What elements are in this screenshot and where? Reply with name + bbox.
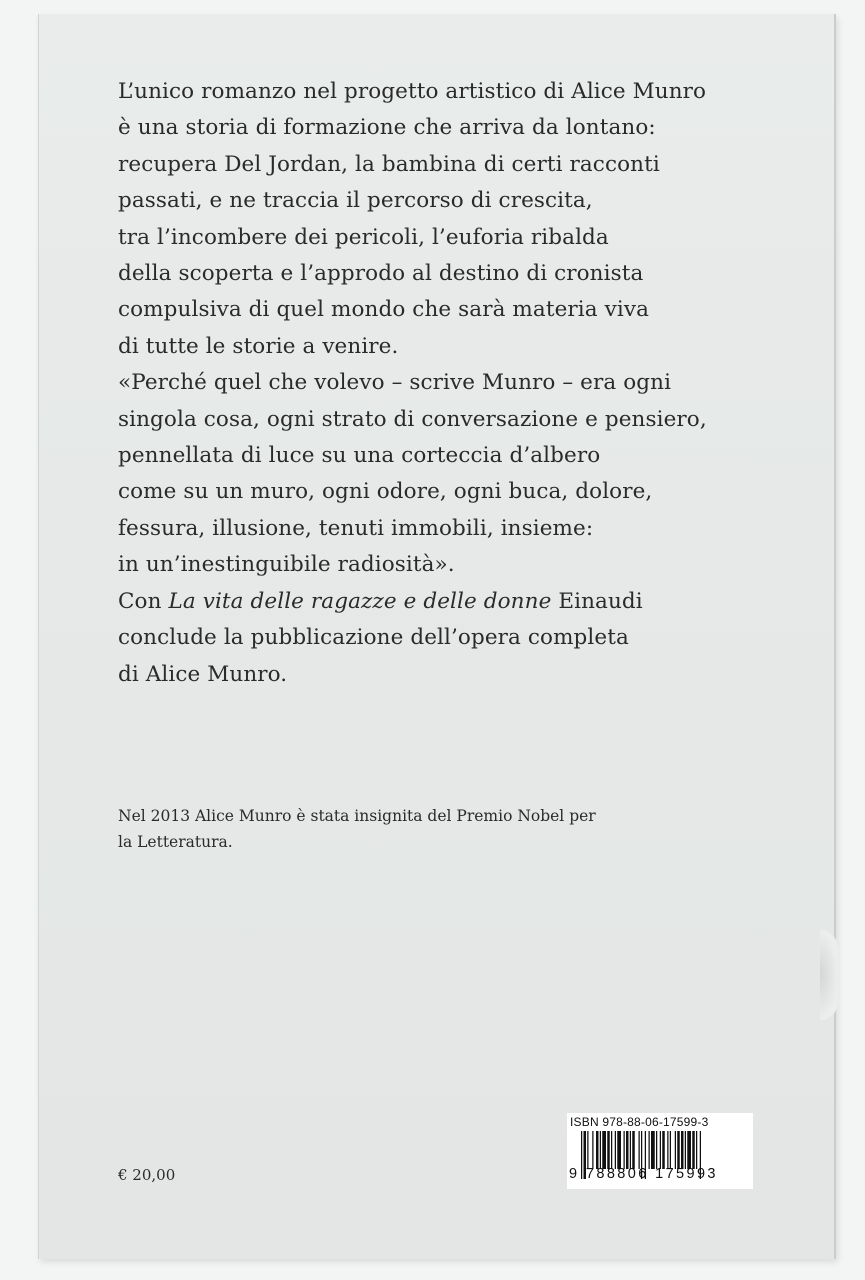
barcode-bar	[592, 1131, 593, 1169]
blurb-quote-line: «Perché quel che volevo – scrive Munro – era ogni	[118, 370, 672, 396]
blurb-line: conclude la pubblicazione dell’opera completa	[118, 625, 629, 651]
barcode-bar	[602, 1131, 606, 1169]
blurb-line: della scoperta e l’approdo al destino di cronista	[118, 261, 644, 287]
barcode-bar	[615, 1131, 616, 1169]
barcode-bar	[692, 1131, 695, 1169]
blurb-quote-line: fessura, illusione, tenuti immobili, insieme:	[118, 515, 594, 541]
barcode-bar	[660, 1131, 661, 1169]
barcode-bar	[626, 1131, 629, 1169]
barcode-bar	[587, 1131, 588, 1169]
barcode	[567, 1113, 753, 1189]
blurb-line: di tutte le storie a venire.	[118, 333, 399, 359]
blurb-line: recupera Del Jordan, la bambina di certi racconti	[118, 151, 660, 177]
barcode-bar	[624, 1131, 625, 1169]
blurb-line: di Alice Munro.	[118, 661, 288, 687]
blurb-text	[118, 74, 818, 693]
book-title: La vita delle ragazze e delle donne	[168, 588, 552, 614]
blurb-line: compulsiva di quel mondo che sarà materia viva	[118, 297, 649, 323]
barcode-bar	[696, 1131, 697, 1169]
barcode-bar	[596, 1131, 599, 1169]
blurb-quote-line: pennellata di luce su una corteccia d’albero	[118, 443, 601, 469]
barcode-bar	[685, 1131, 686, 1169]
barcode-bar	[607, 1131, 610, 1169]
blurb-quote-line: in un’inestinguibile radiosità».	[118, 552, 455, 578]
publisher-name: Einaudi	[551, 588, 643, 614]
barcode-bar	[687, 1131, 691, 1169]
barcode-bar	[651, 1131, 655, 1169]
barcode-bar	[675, 1131, 676, 1169]
barcode-bar	[639, 1131, 640, 1169]
barcode-bar	[670, 1131, 671, 1169]
barcode-bar	[632, 1131, 635, 1169]
blurb-line: passati, e ne traccia il percorso di crescita,	[118, 188, 593, 214]
barcode-bar	[662, 1131, 665, 1169]
barcode-bar	[600, 1131, 601, 1169]
blurb-line: è una storia di formazione che arriva da lontano:	[118, 115, 656, 141]
blurb-quote-line: come su un muro, ogni odore, ogni buca, dolore,	[118, 479, 653, 505]
blurb-quote-line: singola cosa, ogni strato di conversazione e pensiero,	[118, 406, 707, 432]
blurb-line: L’unico romanzo nel progetto artistico di Alice Munro	[118, 79, 707, 104]
barcode-bar	[677, 1131, 680, 1169]
barcode-bar	[617, 1131, 621, 1169]
barcode-bar	[667, 1131, 668, 1169]
barcode-digits: 9 788806 175993	[569, 1166, 718, 1182]
nobel-note-line: Nel 2013 Alice Munro è stata insignita del Premio Nobel per	[118, 807, 596, 825]
barcode-bar	[630, 1131, 631, 1169]
price-label: € 20,00	[118, 1166, 176, 1184]
barcode-bar	[611, 1131, 612, 1169]
blurb-title-line	[118, 584, 818, 620]
barcode-bar	[656, 1131, 657, 1169]
nobel-note-line: la Letteratura.	[118, 833, 233, 851]
barcode-bar	[649, 1131, 650, 1169]
nobel-note	[118, 803, 758, 855]
blurb-line: tra l’incombere dei pericoli, l’euforia ribalda	[118, 224, 609, 250]
isbn-label: ISBN 978-88-06-17599-3	[570, 1115, 709, 1129]
barcode-bar	[681, 1131, 684, 1169]
cover-edge-shadow	[820, 930, 838, 1020]
blurb-prefix: Con	[118, 588, 169, 614]
